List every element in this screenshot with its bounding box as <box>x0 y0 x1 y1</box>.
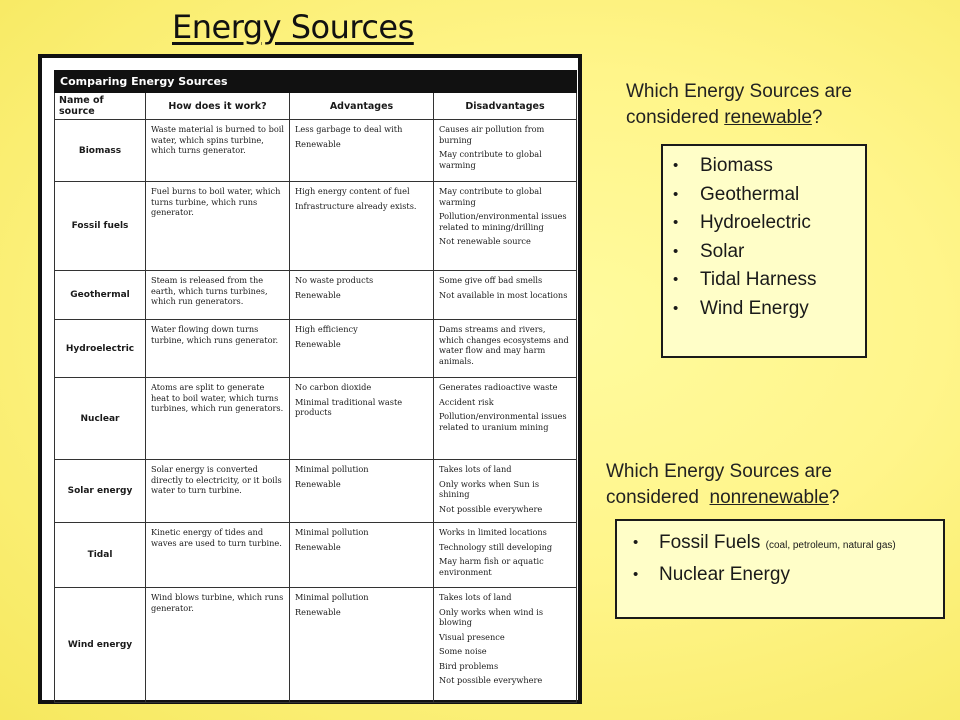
advantages-cell <box>290 271 434 320</box>
renewable-list <box>663 152 865 323</box>
advantages-item: Infrastructure already exists. <box>295 200 417 211</box>
disadvantages-cell <box>434 320 577 378</box>
disadvantages-item: Some give off bad smells <box>439 275 543 285</box>
advantages-cell <box>290 378 434 460</box>
advantages-cell <box>290 588 434 703</box>
list-item <box>663 181 865 210</box>
disadvantages-cell <box>434 588 577 703</box>
nonrenewable-question <box>606 459 906 511</box>
source-name-cell: Wind energy <box>55 588 146 703</box>
nonrenewable-item-nuclear: Nuclear Energy <box>659 563 790 585</box>
table-caption: Comparing Energy Sources <box>55 71 577 93</box>
how-item: Fuel burns to boil water, which turns turbine, which runs generator. <box>151 186 281 217</box>
disadvantages-cell <box>434 523 577 588</box>
disadvantages-cell <box>434 378 577 460</box>
how-cell <box>146 120 290 182</box>
advantages-cell <box>290 182 434 271</box>
list-item <box>663 238 865 267</box>
advantages-item: Minimal traditional waste products <box>295 396 403 417</box>
bullet-icon: • <box>673 214 679 231</box>
advantages-item: Renewable <box>295 289 341 300</box>
disadvantages-item: Takes lots of land <box>439 592 512 602</box>
advantages-item: Minimal pollution <box>295 527 369 537</box>
list-item <box>663 266 865 295</box>
disadvantages-item: Not available in most locations <box>439 289 568 300</box>
renewable-item: Tidal Harness <box>700 269 817 290</box>
disadvantages-item: Technology still developing <box>439 541 553 552</box>
comparison-table-image <box>38 54 582 704</box>
how-item: Kinetic energy of tides and waves are used to turn turbine. <box>151 527 282 548</box>
advantages-item: Renewable <box>295 541 341 552</box>
disadvantages-cell <box>434 460 577 523</box>
disadvantages-item: Pollution/environmental issues related to uranium mining <box>439 411 567 432</box>
disadvantages-item: Not possible everywhere <box>439 675 543 685</box>
how-cell <box>146 320 290 378</box>
how-cell <box>146 588 290 703</box>
table-row <box>55 320 577 378</box>
disadvantages-item: Not possible everywhere <box>439 503 543 514</box>
how-cell <box>146 460 290 523</box>
advantages-cell <box>290 460 434 523</box>
source-name-cell: Nuclear <box>55 378 146 460</box>
bullet-icon: • <box>633 565 639 583</box>
how-cell <box>146 523 290 588</box>
advantages-item: Less garbage to deal with <box>295 124 403 134</box>
how-cell <box>146 271 290 320</box>
disadvantages-item: Bird problems <box>439 660 499 671</box>
how-cell <box>146 378 290 460</box>
advantages-item: High efficiency <box>295 324 358 334</box>
how-item: Steam is released from the earth, which turns turbines, which run generators. <box>151 275 268 306</box>
advantages-item: Renewable <box>295 138 341 149</box>
disadvantages-item: May contribute to global warming <box>439 149 542 170</box>
renewable-item: Solar <box>700 240 745 262</box>
header-how: How does it work? <box>146 93 290 120</box>
nonrenewable-item-fossil: Fossil Fuels <box>659 532 761 553</box>
disadvantages-item: Visual presence <box>439 631 505 642</box>
advantages-item: No carbon dioxide <box>295 382 372 392</box>
disadvantages-item: Some noise <box>439 646 487 656</box>
bullet-icon: • <box>673 185 679 203</box>
source-name-cell: Solar energy <box>55 460 146 523</box>
source-name-cell: Fossil fuels <box>55 182 146 271</box>
bullet-icon: • <box>673 242 679 260</box>
bullet-icon: • <box>673 157 679 174</box>
disadvantages-item: Only works when wind is blowing <box>439 606 544 627</box>
disadvantages-item: May harm fish or aquatic environment <box>439 556 544 577</box>
table-row <box>55 378 577 460</box>
source-name-cell: Hydroelectric <box>55 320 146 378</box>
how-item: Atoms are split to generate heat to boil water, which turns turbines, which run generators. <box>151 382 284 413</box>
table-row <box>55 460 577 523</box>
disadvantages-cell <box>434 182 577 271</box>
energy-comparison-table <box>54 70 577 703</box>
advantages-cell <box>290 320 434 378</box>
header-name: Name of source <box>55 93 146 120</box>
disadvantages-item: Causes air pollution from burning <box>439 124 545 145</box>
bullet-icon: • <box>673 299 679 317</box>
list-item <box>617 561 943 590</box>
advantages-item: High energy content of fuel <box>295 186 410 196</box>
table-row <box>55 271 577 320</box>
table-row <box>55 120 577 182</box>
renewable-answer-box <box>661 144 867 358</box>
header-advantages: Advantages <box>290 93 434 120</box>
renewable-item: Biomass <box>700 155 773 176</box>
nonrenewable-keyword: nonrenewable <box>709 487 829 508</box>
list-item <box>617 529 943 561</box>
bullet-icon: • <box>673 271 679 288</box>
renewable-item: Geothermal <box>700 183 800 205</box>
how-cell <box>146 182 290 271</box>
list-item <box>663 152 865 181</box>
source-name-cell: Biomass <box>55 120 146 182</box>
advantages-item: Renewable <box>295 478 341 489</box>
disadvantages-item: Accident risk <box>439 396 494 407</box>
how-item: Water flowing down turns turbine, which runs generator. <box>151 324 279 345</box>
table-row <box>55 588 577 703</box>
list-item <box>663 295 865 324</box>
disadvantages-cell <box>434 120 577 182</box>
disadvantages-item: May contribute to global warming <box>439 186 542 207</box>
disadvantages-item: Generates radioactive waste <box>439 382 558 392</box>
bullet-icon: • <box>633 534 639 551</box>
advantages-item: No waste products <box>295 275 374 285</box>
how-item: Waste material is burned to boil water, which spins turbine, which turns generator. <box>151 124 284 155</box>
disadvantages-item: Not renewable source <box>439 236 531 246</box>
advantages-item: Minimal pollution <box>295 592 369 602</box>
advantages-item: Renewable <box>295 338 341 349</box>
renewable-keyword: renewable <box>724 107 812 128</box>
disadvantages-item: Dams streams and rivers, which changes ecosystems and water flow and may harm animals. <box>439 324 569 366</box>
nonrenewable-list <box>617 529 943 589</box>
source-name-cell: Tidal <box>55 523 146 588</box>
renewable-item: Wind Energy <box>700 297 809 319</box>
disadvantages-cell <box>434 271 577 320</box>
renewable-question-text: Which Energy Sources are considered <box>626 81 852 128</box>
advantages-item: Renewable <box>295 606 341 617</box>
nonrenewable-question-text: Which Energy Sources are considered <box>606 461 838 508</box>
renewable-question-mark: ? <box>811 107 823 128</box>
advantages-item: Minimal pollution <box>295 464 369 474</box>
advantages-cell <box>290 523 434 588</box>
header-disadvantages: Disadvantages <box>434 93 577 120</box>
table-row <box>55 523 577 588</box>
how-item: Solar energy is converted directly to electricity, or it boils water to turn turbine. <box>151 464 282 495</box>
list-item <box>663 209 865 238</box>
nonrenewable-question-mark: ? <box>828 487 840 508</box>
advantages-cell <box>290 120 434 182</box>
nonrenewable-answer-box <box>615 519 945 619</box>
disadvantages-item: Works in limited locations <box>439 527 547 537</box>
page-title: Energy Sources <box>172 8 414 46</box>
renewable-question <box>626 79 926 131</box>
disadvantages-item: Takes lots of land <box>439 464 512 474</box>
how-item: Wind blows turbine, which runs generator. <box>151 592 284 613</box>
fossil-fuels-note: (coal, petroleum, natural gas) <box>765 540 896 551</box>
disadvantages-item: Only works when Sun is shining <box>439 478 540 499</box>
renewable-item: Hydroelectric <box>700 212 811 233</box>
source-name-cell: Geothermal <box>55 271 146 320</box>
disadvantages-item: Pollution/environmental issues related to mining/drilling <box>439 211 567 232</box>
table-row <box>55 182 577 271</box>
